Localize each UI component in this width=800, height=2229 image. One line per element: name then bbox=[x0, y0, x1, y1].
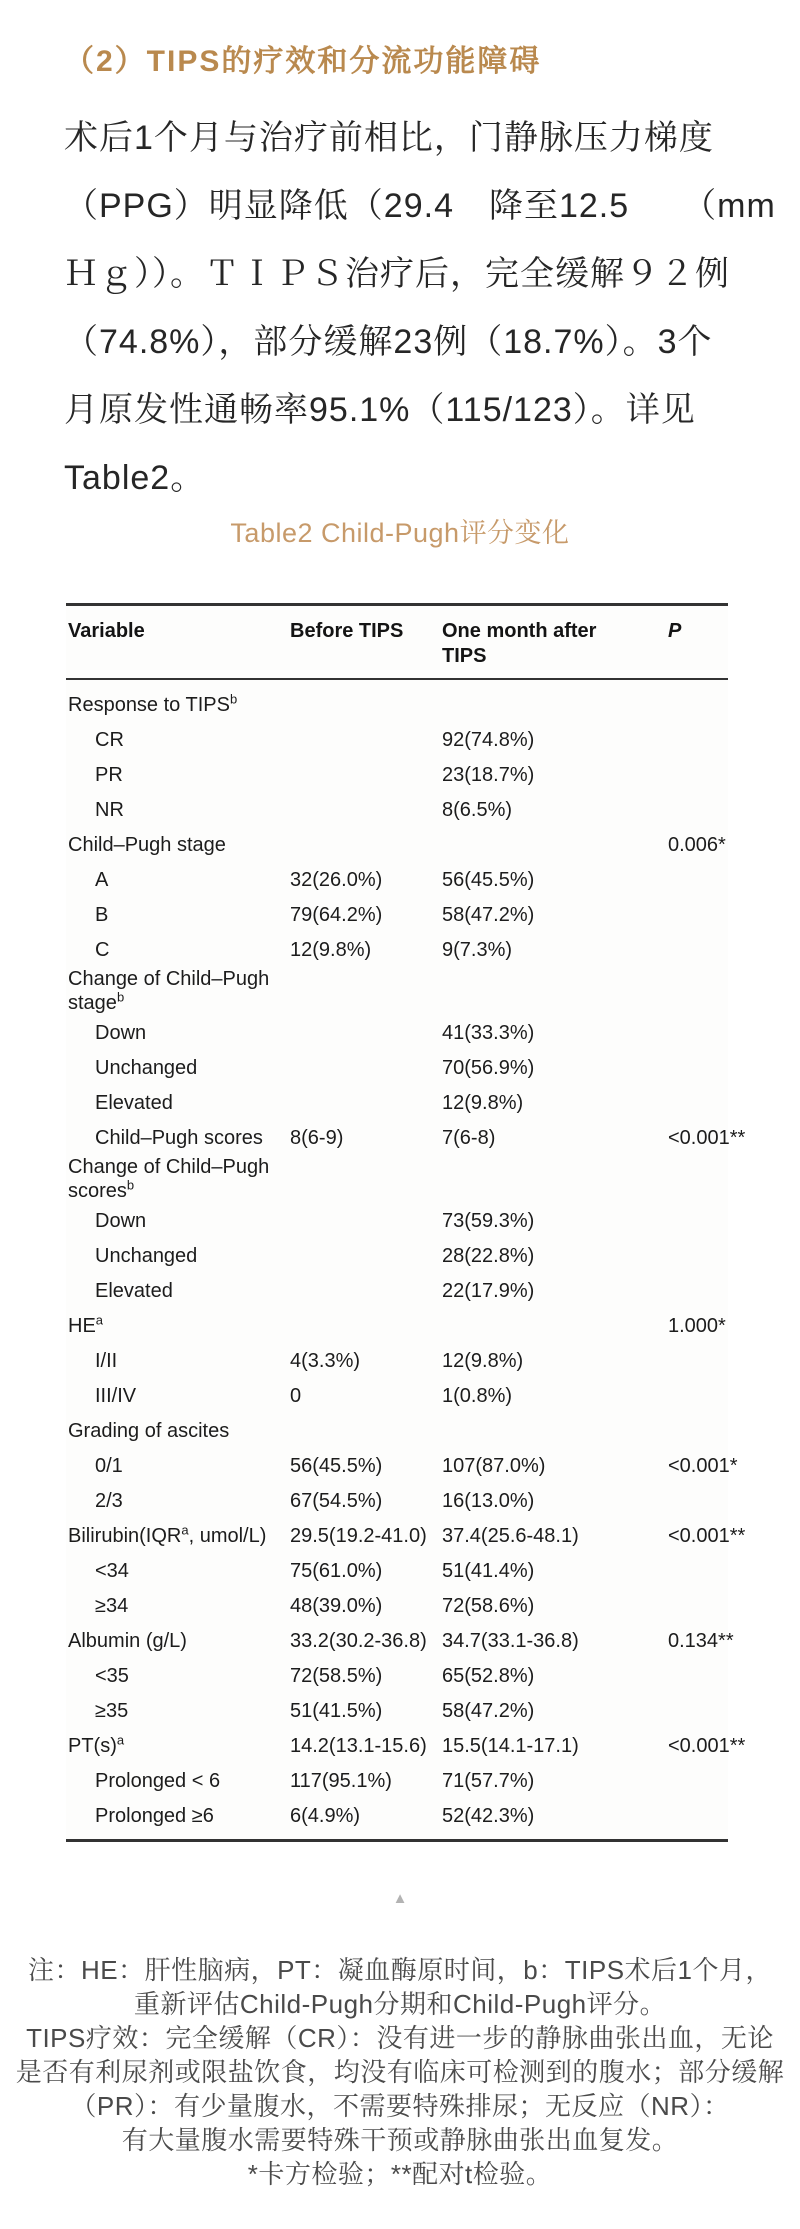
row-label bbox=[68, 1419, 290, 1443]
row-label-text: Down bbox=[95, 1209, 147, 1232]
row-label-text: Response to TIPS bbox=[68, 693, 230, 716]
row-label bbox=[68, 1384, 290, 1408]
row-label-superscript: b bbox=[229, 690, 238, 706]
note-line: 重新评估Child-Pugh分期和Child-Pugh评分。 bbox=[133, 1989, 667, 2019]
row-label bbox=[68, 1489, 290, 1513]
cell-one-month-after-tips: 34.7(33.1-36.8) bbox=[442, 1629, 579, 1652]
cell-one-month-after-tips: 15.5(14.1-17.1) bbox=[442, 1734, 579, 1757]
row-label bbox=[68, 833, 290, 857]
paragraph-line: （74.8%），部分缓解23例（18.7%）。3个 bbox=[64, 323, 713, 361]
cell-before-tips: 12(9.8%) bbox=[290, 938, 372, 961]
row-label-text: PT(s) bbox=[68, 1734, 117, 1757]
table-row bbox=[66, 1015, 728, 1050]
cell-one-month-after-tips: 92(74.8%) bbox=[442, 728, 535, 751]
row-label-text: ≥34 bbox=[95, 1594, 129, 1617]
row-label-text: C bbox=[95, 938, 110, 961]
table-row bbox=[66, 1623, 734, 1658]
row-label-superscript: b bbox=[116, 989, 125, 1005]
cell-one-month-after-tips: 22(17.9%) bbox=[442, 1279, 535, 1302]
cell-one-month-after-tips: 37.4(25.6-48.1) bbox=[442, 1524, 579, 1547]
table-row bbox=[66, 1273, 728, 1308]
row-label bbox=[68, 1454, 290, 1478]
table-row bbox=[66, 1553, 728, 1588]
cell-one-month-after-tips: 9(7.3%) bbox=[442, 938, 513, 961]
cell-before-tips: 79(64.2%) bbox=[290, 903, 383, 926]
cell-one-month-after-tips: 70(56.9%) bbox=[442, 1056, 535, 1079]
row-label bbox=[68, 903, 290, 927]
row-label-text: Child–Pugh scores bbox=[95, 1126, 263, 1149]
paragraph-line: （PPG）明显降低（29.4 降至12.5 （mm bbox=[64, 187, 776, 225]
table-row bbox=[66, 757, 728, 792]
table-row bbox=[66, 967, 728, 1015]
cell-one-month-after-tips: 23(18.7%) bbox=[442, 763, 535, 786]
table-row bbox=[66, 897, 728, 932]
cell-before-tips: 29.5(19.2-41.0) bbox=[290, 1524, 427, 1547]
row-label bbox=[68, 1521, 290, 1548]
table-row bbox=[66, 1308, 728, 1343]
cell-before-tips: 48(39.0%) bbox=[290, 1594, 383, 1617]
table-row bbox=[66, 1155, 728, 1203]
row-label bbox=[68, 1629, 290, 1653]
row-label-text: Albumin (g/L) bbox=[68, 1629, 187, 1652]
row-label bbox=[68, 1056, 290, 1080]
row-label-text: ≥35 bbox=[95, 1699, 129, 1722]
row-label-superscript: a bbox=[95, 1311, 104, 1327]
row-label bbox=[68, 1155, 290, 1203]
cell-p-value: 1.000* bbox=[668, 1314, 726, 1337]
row-label-text: Prolonged ≥6 bbox=[95, 1804, 214, 1827]
row-label-superscript: a bbox=[116, 1731, 125, 1747]
table-row bbox=[66, 792, 728, 827]
row-label-text: NR bbox=[95, 798, 124, 821]
table-row bbox=[66, 722, 728, 757]
table-notes bbox=[0, 1953, 800, 2191]
cell-one-month-after-tips: 7(6-8) bbox=[442, 1126, 496, 1149]
table-row bbox=[66, 1693, 728, 1728]
table-row bbox=[66, 1413, 728, 1448]
cell-one-month-after-tips: 71(57.7%) bbox=[442, 1769, 535, 1792]
row-label bbox=[68, 1804, 290, 1828]
table-row bbox=[66, 1203, 728, 1238]
row-label bbox=[68, 967, 290, 1015]
row-label-text: <35 bbox=[95, 1664, 129, 1687]
cell-before-tips: 33.2(30.2-36.8) bbox=[290, 1629, 427, 1652]
cell-p-value: 0.006* bbox=[668, 833, 726, 856]
note-line: TIPS疗效：完全缓解（CR）：没有进一步的静脉曲张出血，无论 bbox=[26, 2023, 774, 2053]
cell-before-tips: 51(41.5%) bbox=[290, 1699, 383, 1722]
cell-before-tips: 32(26.0%) bbox=[290, 868, 383, 891]
row-label-text: Elevated bbox=[95, 1279, 173, 1302]
row-label-text: PR bbox=[95, 763, 123, 786]
row-label-text: Grading of ascites bbox=[68, 1419, 230, 1442]
cell-one-month-after-tips: 41(33.3%) bbox=[442, 1021, 535, 1044]
table-row bbox=[66, 1343, 728, 1378]
table-row bbox=[66, 1050, 728, 1085]
cell-one-month-after-tips: 107(87.0%) bbox=[442, 1454, 546, 1477]
row-label-text: Elevated bbox=[95, 1091, 173, 1114]
row-label bbox=[68, 1769, 290, 1793]
child-pugh-table bbox=[66, 603, 746, 1842]
row-label bbox=[68, 763, 290, 787]
cell-one-month-after-tips: 65(52.8%) bbox=[442, 1664, 535, 1687]
paragraph-line: Table2。 bbox=[64, 459, 206, 497]
row-label-text: Unchanged bbox=[95, 1244, 198, 1267]
cell-one-month-after-tips: 51(41.4%) bbox=[442, 1559, 535, 1582]
row-label-text: <34 bbox=[95, 1559, 129, 1582]
collapse-triangle-icon[interactable]: ▲ bbox=[392, 1890, 408, 1907]
note-line: *卡方检验；**配对t检验。 bbox=[247, 2159, 553, 2189]
table-row bbox=[66, 1518, 746, 1553]
cell-one-month-after-tips: 1(0.8%) bbox=[442, 1384, 513, 1407]
table-row bbox=[66, 1483, 728, 1518]
cell-one-month-after-tips: 52(42.3%) bbox=[442, 1804, 535, 1827]
col-header-one-month-after-tips: One month after TIPS bbox=[442, 620, 597, 667]
row-label bbox=[68, 1279, 290, 1303]
body-paragraph bbox=[64, 104, 776, 512]
table-body bbox=[66, 680, 746, 1842]
cell-one-month-after-tips: 12(9.8%) bbox=[442, 1091, 524, 1114]
table-row bbox=[66, 932, 728, 967]
col-header-before-tips: Before TIPS bbox=[290, 620, 404, 642]
cell-before-tips: 56(45.5%) bbox=[290, 1454, 383, 1477]
row-label bbox=[68, 1021, 290, 1045]
cell-one-month-after-tips: 56(45.5%) bbox=[442, 868, 535, 891]
row-label bbox=[68, 690, 290, 717]
cell-before-tips: 8(6-9) bbox=[290, 1126, 344, 1149]
cell-p-value: 0.134** bbox=[668, 1629, 734, 1652]
col-header-variable: Variable bbox=[68, 620, 145, 642]
cell-before-tips: 67(54.5%) bbox=[290, 1489, 383, 1512]
table-row bbox=[66, 1588, 728, 1623]
row-label-text: B bbox=[95, 903, 109, 926]
cell-one-month-after-tips: 8(6.5%) bbox=[442, 798, 513, 821]
note-line: 是否有利尿剂或限盐饮食，均没有临床可检测到的腹水；部分缓解 bbox=[15, 2057, 785, 2087]
row-label-text: 2/3 bbox=[95, 1489, 123, 1512]
cell-one-month-after-tips: 58(47.2%) bbox=[442, 1699, 535, 1722]
row-label-superscript: b bbox=[126, 1177, 135, 1193]
cell-one-month-after-tips: 58(47.2%) bbox=[442, 903, 535, 926]
cell-p-value: <0.001** bbox=[668, 1524, 746, 1547]
note-line: 注：HE：肝性脑病，PT：凝血酶原时间，b：TIPS术后1个月， bbox=[27, 1955, 773, 1985]
cell-before-tips: 14.2(13.1-15.6) bbox=[290, 1734, 427, 1757]
cell-one-month-after-tips: 12(9.8%) bbox=[442, 1349, 524, 1372]
table-row bbox=[66, 862, 728, 897]
row-label bbox=[68, 728, 290, 752]
table-row bbox=[66, 1120, 746, 1155]
table-row bbox=[66, 1378, 728, 1413]
row-label bbox=[68, 1126, 290, 1150]
row-label-text: Bilirubin(IQR bbox=[68, 1524, 182, 1547]
cell-before-tips: 117(95.1%) bbox=[290, 1769, 392, 1792]
row-label-text: I/II bbox=[95, 1349, 118, 1372]
row-label bbox=[68, 868, 290, 892]
table-header-row bbox=[66, 603, 728, 680]
section-heading: （2）TIPS的疗效和分流功能障碍 bbox=[64, 45, 542, 78]
row-label-text: A bbox=[95, 868, 109, 891]
table-row bbox=[66, 1448, 738, 1483]
cell-before-tips: 75(61.0%) bbox=[290, 1559, 383, 1582]
row-label-text: Change of Child–Pugh scores bbox=[68, 1156, 270, 1202]
cell-one-month-after-tips: 28(22.8%) bbox=[442, 1244, 535, 1267]
row-label bbox=[68, 1209, 290, 1233]
row-label-text: HE bbox=[68, 1314, 96, 1337]
row-label bbox=[68, 1664, 290, 1688]
row-label bbox=[68, 798, 290, 822]
cell-p-value: <0.001* bbox=[668, 1454, 738, 1477]
cell-p-value: <0.001** bbox=[668, 1734, 746, 1757]
cell-before-tips: 0 bbox=[290, 1384, 302, 1407]
cell-one-month-after-tips: 73(59.3%) bbox=[442, 1209, 535, 1232]
row-label-text: Prolonged < 6 bbox=[95, 1769, 221, 1792]
row-label bbox=[68, 1091, 290, 1115]
paragraph-line: 月原发性通畅率95.1%（115/123）。详见 bbox=[64, 391, 696, 429]
table-row bbox=[66, 1763, 728, 1798]
cell-one-month-after-tips: 16(13.0%) bbox=[442, 1489, 535, 1512]
row-label-superscript: a bbox=[181, 1521, 189, 1537]
table-row bbox=[66, 1798, 728, 1833]
row-label bbox=[68, 1559, 290, 1583]
cell-before-tips: 6(4.9%) bbox=[290, 1804, 361, 1827]
row-label-text: Change of Child–Pugh stage bbox=[68, 968, 270, 1014]
table-row bbox=[66, 1085, 728, 1120]
table-row bbox=[66, 1728, 746, 1763]
table-row bbox=[66, 1658, 728, 1693]
table-row bbox=[66, 1238, 728, 1273]
cell-one-month-after-tips: 72(58.6%) bbox=[442, 1594, 535, 1617]
col-header-p-value: P bbox=[668, 620, 682, 642]
row-label-text: Down bbox=[95, 1021, 147, 1044]
row-label bbox=[68, 1311, 290, 1338]
row-label-text: Child–Pugh stage bbox=[68, 833, 226, 856]
row-label-text: Unchanged bbox=[95, 1056, 198, 1079]
row-label bbox=[68, 1699, 290, 1723]
row-label bbox=[68, 1244, 290, 1268]
row-label bbox=[68, 1594, 290, 1618]
cell-before-tips: 72(58.5%) bbox=[290, 1664, 383, 1687]
paragraph-line: 术后1个月与治疗前相比，门静脉压力梯度 bbox=[64, 119, 714, 157]
row-label-text: III/IV bbox=[95, 1384, 137, 1407]
table-row bbox=[66, 827, 728, 862]
cell-before-tips: 4(3.3%) bbox=[290, 1349, 361, 1372]
note-line: 有大量腹水需要特殊干预或静脉曲张出血复发。 bbox=[121, 2125, 679, 2155]
row-label-text: CR bbox=[95, 728, 124, 751]
cell-p-value: <0.001** bbox=[668, 1126, 746, 1149]
table-title: Table2 Child-Pugh评分变化 bbox=[230, 518, 570, 548]
row-label bbox=[68, 1349, 290, 1373]
paragraph-line: Ｈｇ））。ＴＩＰＳ治疗后，完全缓解９２例 bbox=[64, 255, 730, 293]
table-row bbox=[66, 687, 728, 722]
row-label-text: 0/1 bbox=[95, 1454, 123, 1477]
row-label bbox=[68, 938, 290, 962]
note-line: （PR）：有少量腹水，不需要特殊排尿；无反应（NR）： bbox=[70, 2091, 730, 2121]
row-label-text-continued: , umol/L) bbox=[188, 1524, 267, 1547]
row-label bbox=[68, 1731, 290, 1758]
